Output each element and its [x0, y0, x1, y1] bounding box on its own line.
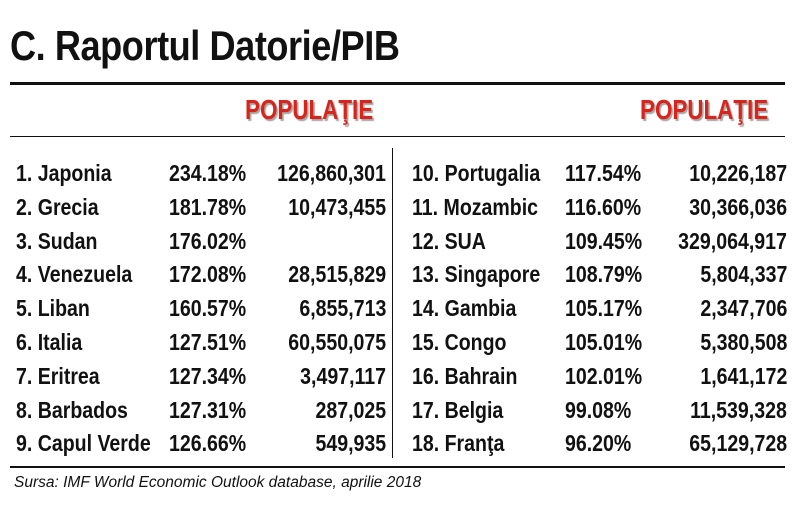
country-name: 12. SUA	[412, 227, 486, 254]
debt-ratio: 99.08%	[565, 396, 632, 423]
debt-ratio: 127.51%	[169, 328, 247, 355]
population-value: 1,641,172	[700, 362, 787, 389]
country-name: 5. Liban	[16, 295, 90, 322]
country-name: 6. Italia	[16, 328, 83, 355]
country-name: 13. Singapore	[412, 261, 541, 288]
column-divider	[392, 148, 393, 458]
population-value: 30,366,036	[689, 193, 787, 220]
population-value: 6,855,713	[299, 295, 386, 322]
table-row	[412, 293, 787, 327]
country-name: 17. Belgia	[412, 396, 504, 423]
population-value: 5,804,337	[700, 261, 787, 288]
population-value: 549,935	[315, 430, 386, 457]
debt-ratio: 96.20%	[565, 430, 632, 457]
table-row	[16, 259, 386, 293]
table-row	[412, 361, 787, 395]
table-row	[412, 226, 787, 260]
table-row	[16, 395, 386, 429]
country-name: 8. Barbados	[16, 396, 128, 423]
country-name: 4. Venezuela	[16, 261, 133, 288]
debt-ratio: 116.60%	[565, 193, 642, 220]
population-value: 10,473,455	[288, 193, 386, 220]
population-value: 126,860,301	[277, 160, 386, 186]
table-row	[412, 428, 787, 462]
debt-ratio: 127.34%	[169, 362, 247, 389]
population-value: 65,129,728	[689, 430, 787, 457]
debt-ratio: 234.18%	[169, 160, 247, 186]
country-name: 14. Gambia	[412, 295, 517, 322]
population-value: 2,347,706	[700, 295, 787, 322]
page-title: C. Raportul Datorie/PIB	[10, 22, 400, 69]
table-row	[16, 293, 386, 327]
debt-ratio: 126.66%	[169, 430, 247, 457]
population-value: 10,226,187	[689, 160, 787, 186]
population-header-right: POPULAŢIE	[640, 94, 769, 125]
right-table	[412, 158, 787, 462]
table-row	[16, 192, 386, 226]
population-value: 329,064,917	[678, 227, 787, 254]
population-value: 11,539,328	[690, 396, 787, 423]
country-name: 1. Japonia	[16, 160, 112, 186]
population-value: 28,515,829	[288, 261, 386, 288]
header-rule	[10, 136, 785, 137]
population-value: 287,025	[315, 396, 386, 423]
debt-ratio: 102.01%	[565, 362, 643, 389]
debt-ratio: 117.54%	[565, 160, 642, 186]
bottom-rule	[10, 466, 785, 468]
debt-ratio: 176.02%	[169, 227, 247, 254]
table-row	[16, 428, 386, 462]
table-row	[412, 327, 787, 361]
debt-ratio: 105.17%	[565, 295, 643, 322]
debt-ratio: 105.01%	[565, 328, 643, 355]
country-name: 9. Capul Verde	[16, 430, 151, 457]
country-name: 3. Sudan	[16, 227, 98, 254]
table-row	[412, 192, 787, 226]
debt-ratio: 172.08%	[169, 261, 247, 288]
table-row	[16, 158, 386, 192]
source-note: Sursa: IMF World Economic Outlook database, aprilie 2018	[14, 474, 422, 491]
debt-ratio: 160.57%	[169, 295, 247, 322]
table-row	[412, 395, 787, 429]
debt-ratio: 181.78%	[169, 193, 247, 220]
population-header-left: POPULAŢIE	[245, 94, 374, 125]
debt-ratio: 109.45%	[565, 227, 643, 254]
country-name: 16. Bahrain	[412, 362, 518, 389]
country-name: 18. Franţa	[412, 430, 505, 457]
debt-ratio: 127.31%	[169, 396, 247, 423]
population-value: 5,380,508	[700, 328, 787, 355]
table-row	[16, 361, 386, 395]
table-row	[412, 259, 787, 293]
top-rule	[10, 82, 785, 85]
table-row	[412, 158, 787, 192]
country-name: 10. Portugalia	[412, 160, 541, 186]
debt-ratio: 108.79%	[565, 261, 643, 288]
population-value: 3,497,117	[300, 362, 386, 389]
country-name: 7. Eritrea	[16, 362, 100, 389]
country-name: 2. Grecia	[16, 193, 99, 220]
population-value: 60,550,075	[288, 328, 386, 355]
country-name: 15. Congo	[412, 328, 507, 355]
left-table	[16, 158, 386, 462]
table-row	[16, 226, 386, 260]
country-name: 11. Mozambic	[412, 193, 539, 220]
table-row	[16, 327, 386, 361]
